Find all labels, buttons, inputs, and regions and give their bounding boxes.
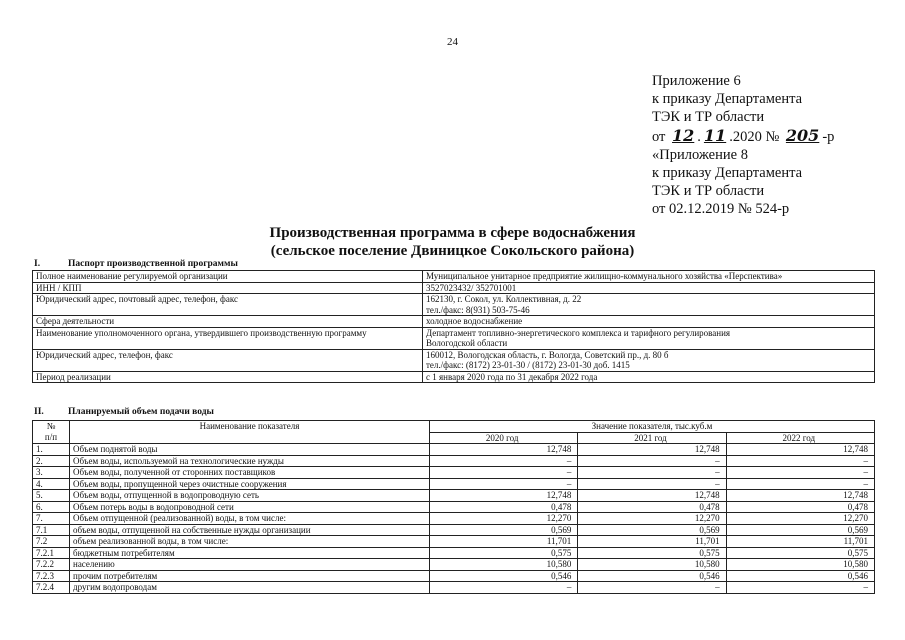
row-number: 7.2 [33,536,70,548]
row-number: 7.1 [33,524,70,536]
section2-number: II. [34,407,44,417]
passport-value-line: Департамент топливно-энергетического комплекса и тарифного регулирования [426,327,731,338]
appendix-line: от 02.12.2019 № 524-р [652,201,790,218]
passport-label: Юридический адрес, почтовый адрес, телефон, факс [33,294,423,316]
row-value: 0,478 [726,501,874,513]
row-name: Объем воды, полученной от сторонних поставщиков [70,467,430,479]
passport-value [423,282,875,294]
appendix-line: к приказу Департамента [652,91,803,108]
row-value: 0,575 [726,547,874,559]
passport-label: Юридический адрес, телефон, факс [33,349,423,371]
row-value: 0,546 [726,570,874,582]
row-value: 11,701 [578,536,726,548]
row-number: 4. [33,478,70,490]
appendix-date-line: от 12 . 11 .2020 № 205 -р [652,125,835,145]
passport-row [33,327,875,349]
header-name: Наименование показателя [70,421,430,444]
row-name: населению [70,559,430,571]
passport-row [33,282,875,294]
passport-value-line: Муниципальное унитарное предприятие жилищно-коммунального хозяйства «Перспектива» [426,271,783,281]
row-number: 5. [33,490,70,502]
row-value: – [430,478,578,490]
row-value: – [726,478,874,490]
row-number: 6. [33,501,70,513]
row-value: – [430,455,578,467]
date-day-handwritten: 12 [672,125,695,145]
passport-value-line: 3527023432/ 352701001 [426,282,517,293]
order-number-handwritten: 205 [785,125,820,145]
row-value: 12,748 [578,444,726,456]
passport-value-line: холодное водоснабжение [426,316,523,326]
row-value: 12,270 [430,513,578,525]
row-name: другим водопроводам [70,582,430,594]
document-title: Производственная программа в сфере водоснабжения [269,225,636,241]
row-number: 1. [33,444,70,456]
passport-value [423,371,875,383]
passport-label: Наименование уполномоченного органа, утвердившего производственную программу [33,327,423,349]
header-no [33,421,70,444]
row-value: 11,701 [430,536,578,548]
row-value: 10,580 [726,559,874,571]
passport-value [423,271,875,283]
row-value: 0,569 [430,524,578,536]
row-value: 0,478 [430,501,578,513]
row-value: 10,580 [578,559,726,571]
section1-number: I. [34,259,41,269]
row-value: 12,748 [726,490,874,502]
appendix-line: к приказу Департамента [652,165,803,182]
row-name: Объем воды, отпущенной в водопроводную сеть [70,490,430,502]
appendix-line: ТЭК и ТР области [652,109,765,126]
section2-title: Планируемый объем подачи воды [68,407,214,417]
passport-value [423,316,875,328]
passport-row [33,271,875,283]
passport-row [33,349,875,371]
table-row [33,444,875,456]
passport-value-line: с 1 января 2020 года по 31 декабря 2022 года [426,371,598,382]
row-value: – [726,455,874,467]
table-row [33,582,875,594]
header-no-line2: п/п [44,431,58,442]
row-number: 7.2.3 [33,570,70,582]
row-value: – [726,582,874,594]
passport-value-line: 160012, Вологодская область, г. Вологда, Советский пр., д. 80 б [426,349,669,360]
row-value: – [430,467,578,479]
row-value: 0,569 [726,524,874,536]
table-row [33,536,875,548]
row-value: 12,270 [726,513,874,525]
table-row [33,455,875,467]
row-value: 0,569 [578,524,726,536]
row-value: 12,748 [726,444,874,456]
section2-heading [34,407,214,417]
row-name: Объем потерь воды в водопроводной сети [70,501,430,513]
row-name: Объем отпущенной (реализованной) воды, в том числе: [70,513,430,525]
row-value: 11,701 [726,536,874,548]
passport-table [32,270,875,383]
row-number: 7.2.2 [33,559,70,571]
date-month-handwritten: 11 [703,125,727,145]
section1-heading [34,259,238,269]
table-row [33,524,875,536]
appendix-line: Приложение 6 [652,73,741,89]
section1-title: Паспорт производственной программы [68,259,238,269]
table-row [33,490,875,502]
appendix-line: «Приложение 8 [652,146,748,163]
passport-value [423,349,875,371]
row-value: – [578,455,726,467]
passport-value-line: Вологодской области [426,338,508,348]
row-value: 0,546 [578,570,726,582]
row-number: 7. [33,513,70,525]
passport-value [423,294,875,316]
passport-value [423,327,875,349]
row-value: – [726,467,874,479]
row-number: 2. [33,455,70,467]
header-year: 2020 год [430,432,578,444]
row-name: Объем поднятой воды [70,444,430,456]
row-name: бюджетным потребителям [70,547,430,559]
table-row [33,559,875,571]
passport-value-line: тел./факс: 8(931) 503-75-46 [426,304,530,315]
row-number: 3. [33,467,70,479]
row-value: 12,270 [578,513,726,525]
row-value: 12,748 [430,444,578,456]
table-row [33,501,875,513]
row-value: – [578,478,726,490]
passport-row [33,316,875,328]
row-number: 7.2.1 [33,547,70,559]
passport-row [33,371,875,383]
passport-label: ИНН / КПП [33,282,423,294]
row-value: 12,748 [578,490,726,502]
table-row [33,467,875,479]
row-name: объем реализованной воды, в том числе: [70,536,430,548]
row-value: 0,575 [578,547,726,559]
passport-label: Сфера деятельности [33,316,423,328]
passport-value-line: 162130, г. Сокол, ул. Коллективная, д. 22 [426,294,582,304]
page-number: 24 [447,36,458,48]
appendix-line: ТЭК и ТР области [652,183,765,200]
table-row [33,513,875,525]
header-no-line1: № [46,421,56,431]
row-value: 0,478 [578,501,726,513]
row-value: – [430,582,578,594]
passport-label: Полное наименование регулируемой организации [33,271,423,283]
row-value: – [578,467,726,479]
row-name: прочим потребителям [70,570,430,582]
row-value: 12,748 [430,490,578,502]
row-number: 7.2.4 [33,582,70,594]
table-row [33,547,875,559]
passport-label: Период реализации [33,371,423,383]
row-name: объем воды, отпущенной на собственные нужды организации [70,524,430,536]
appendix-block [652,72,834,219]
order-suffix: -р [822,128,835,145]
table-row [33,570,875,582]
water-volume-table [32,420,875,594]
date-year: .2020 № [729,128,780,145]
header-year: 2022 год [726,432,874,444]
row-name: Объем воды, пропущенной через очистные сооружения [70,478,430,490]
header-year: 2021 год [578,432,726,444]
row-value: 0,546 [430,570,578,582]
header-value-group: Значение показателя, тыс.куб.м [430,421,875,433]
passport-row [33,294,875,316]
row-name: Объем воды, используемой на технологические нужды [70,455,430,467]
row-value: – [578,582,726,594]
document-subtitle: (сельское поселение Двиницкое Сокольского района) [270,243,635,259]
row-value: 10,580 [430,559,578,571]
row-value: 0,575 [430,547,578,559]
date-prefix: от [652,128,666,145]
table-row [33,478,875,490]
passport-value-line: тел./факс: (8172) 23-01-30 / (8172) 23-01-30 доб. 1415 [426,360,630,370]
